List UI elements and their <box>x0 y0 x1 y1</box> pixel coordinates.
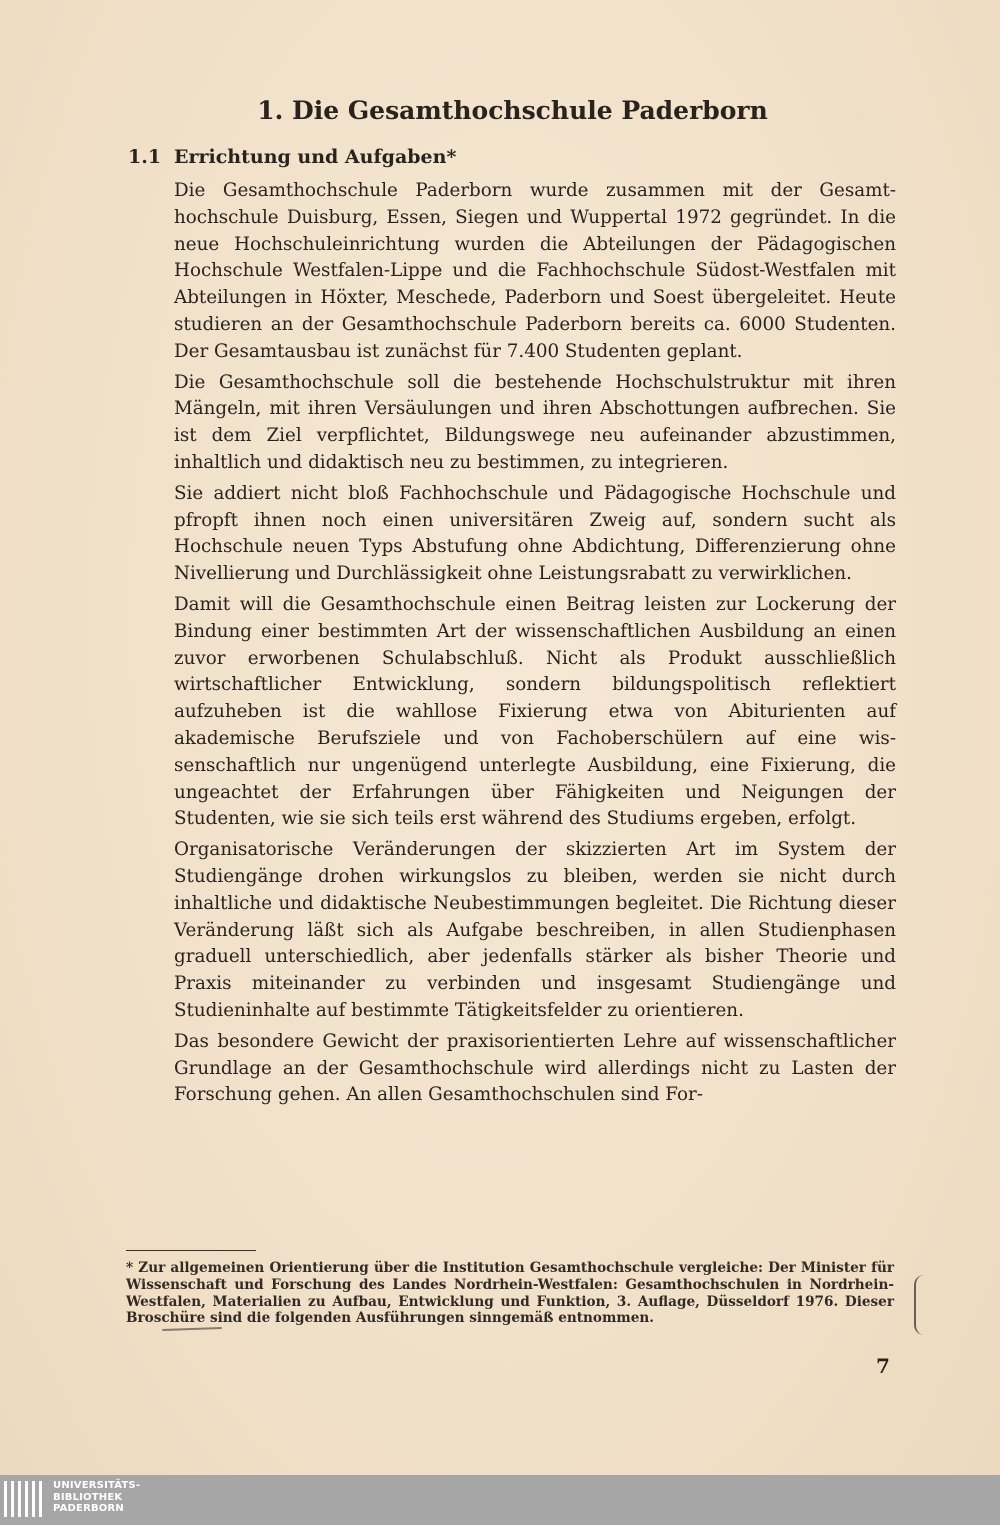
paragraph: Sie addiert nicht bloß Fachhochschule und Pädagogische Hochschule und pfropft ihnen noch einen universitären Zweig auf, sondern sucht als Hochschule neuen Typs Abstufung ohne Abdichtung, Differenzierung ohne Nivellierung und Durchlässigkeit ohne Leistungsrabatt zu verwirklichen. <box>174 482 896 585</box>
library-footer-bar <box>0 1475 1000 1525</box>
logo-line: UNIVERSITÄTS- <box>53 1480 141 1491</box>
paragraph: Das besondere Gewicht der praxisorientierten Lehre auf wissenschaftlicher Grundlage an der Gesamthochschule wird allerdings nicht zu Lasten der Forschung gehen. An allen Gesamthochschulen sind For- <box>174 1030 896 1106</box>
pencil-bracket-mark <box>914 1275 924 1335</box>
section-number: 1.1 <box>128 146 162 168</box>
library-logo-icon <box>2 1479 46 1519</box>
paragraph: Die Gesamthochschule soll die bestehende Hochschulstruktur mit ihren Mängeln, mit ihren Versäulungen und ihren Abschottungen aufbrechen. Sie ist dem Ziel verpflichtet, Bildungswege neu aufeinander abzustimmen, inhaltlich und didaktisch neu zu bestimmen, zu integrieren. <box>174 371 896 473</box>
section-heading <box>128 146 456 168</box>
pencil-underline-mark <box>162 1327 222 1331</box>
page-number: 7 <box>876 1354 890 1378</box>
section-title: Errichtung und Aufgaben* <box>174 146 457 168</box>
paragraph: Organisatorische Veränderungen der skizzierten Art im System der Studiengänge drohen wirkungslos zu bleiben, werden sie nicht durch inhaltliche und didaktische Neubestimmungen begleitet. Die Richtung dieser Veränderung läßt sich als Aufgabe beschreiben, in allen Studienphasen graduell unterschiedlich, aber jedenfalls stärker als bisher Theorie und Praxis miteinander zu verbinden und insgesamt Studiengänge und Studieninhalte auf bestimmte Tätigkeitsfelder zu orientieren. <box>174 839 896 1021</box>
paragraph: Die Gesamthochschule Paderborn wurde zusammen mit der Gesamthochschule Duisburg, Essen, Siegen und Wuppertal 1972 gegründet. In die neue Hochschuleinrichtung wurden die Abteilungen der Pädagogischen Hochschule Westfalen-Lippe und die Fachhochschule Südost-Westfalen mit Abteilungen in Höxter, Meschede, Paderborn und Soest übergeleitet. Heute studieren an der Gesamthochschule Paderborn bereits ca. 6000 Studenten. Der Gesamtausbau ist zunächst für 7.400 Studenten geplant. <box>174 180 896 362</box>
chapter-title: 1. Die Gesamthochschule Paderborn <box>257 96 768 125</box>
footnote-divider <box>126 1250 256 1251</box>
footnote <box>126 1260 894 1327</box>
logo-line: PADERBORN <box>53 1503 124 1514</box>
logo-line: BIBLIOTHEK <box>53 1491 123 1503</box>
paragraph: Damit will die Gesamthochschule einen Beitrag leisten zur Lockerung der Bindung einer bestimmten Art der wissenschaftlichen Ausbildung an einen zuvor erworbenen Schulabschluß. Nicht als Produkt ausschließlich wirtschaftlicher Entwicklung, sondern bildungspolitisch reflektiert aufzuheben ist die wahllose Fixierung etwa von Abiturienten auf akademische Berufsziele und von Fachoberschülern auf eine wissenschaftlich nur ungenügend unterlegte Ausbildung, eine Fixierung, die ungeachtet der Erfahrungen über Fähigkeiten und Neigungen der Studenten, wie sie sich teils erst während des Studiums ergeben, erfolgt. <box>174 593 896 830</box>
footnote-text: Zur allgemeinen Orientierung über die Institution Gesamthochschule vergleiche: Der Minister für Wissenschaft und Forschung des Landes Nordrhein-Westfalen: Gesamthochschulen in Nordrhein-Westfalen, Materialien zu Aufbau, Entwicklung und Funktion, 3. Auflage, Düsseldorf 1976. Dieser Broschüre sind die folgenden Ausführungen sinngemäß entnommen. <box>126 1260 894 1327</box>
library-logo-text <box>53 1480 140 1515</box>
body-text <box>174 178 896 1113</box>
footnote-marker: * <box>126 1260 134 1276</box>
